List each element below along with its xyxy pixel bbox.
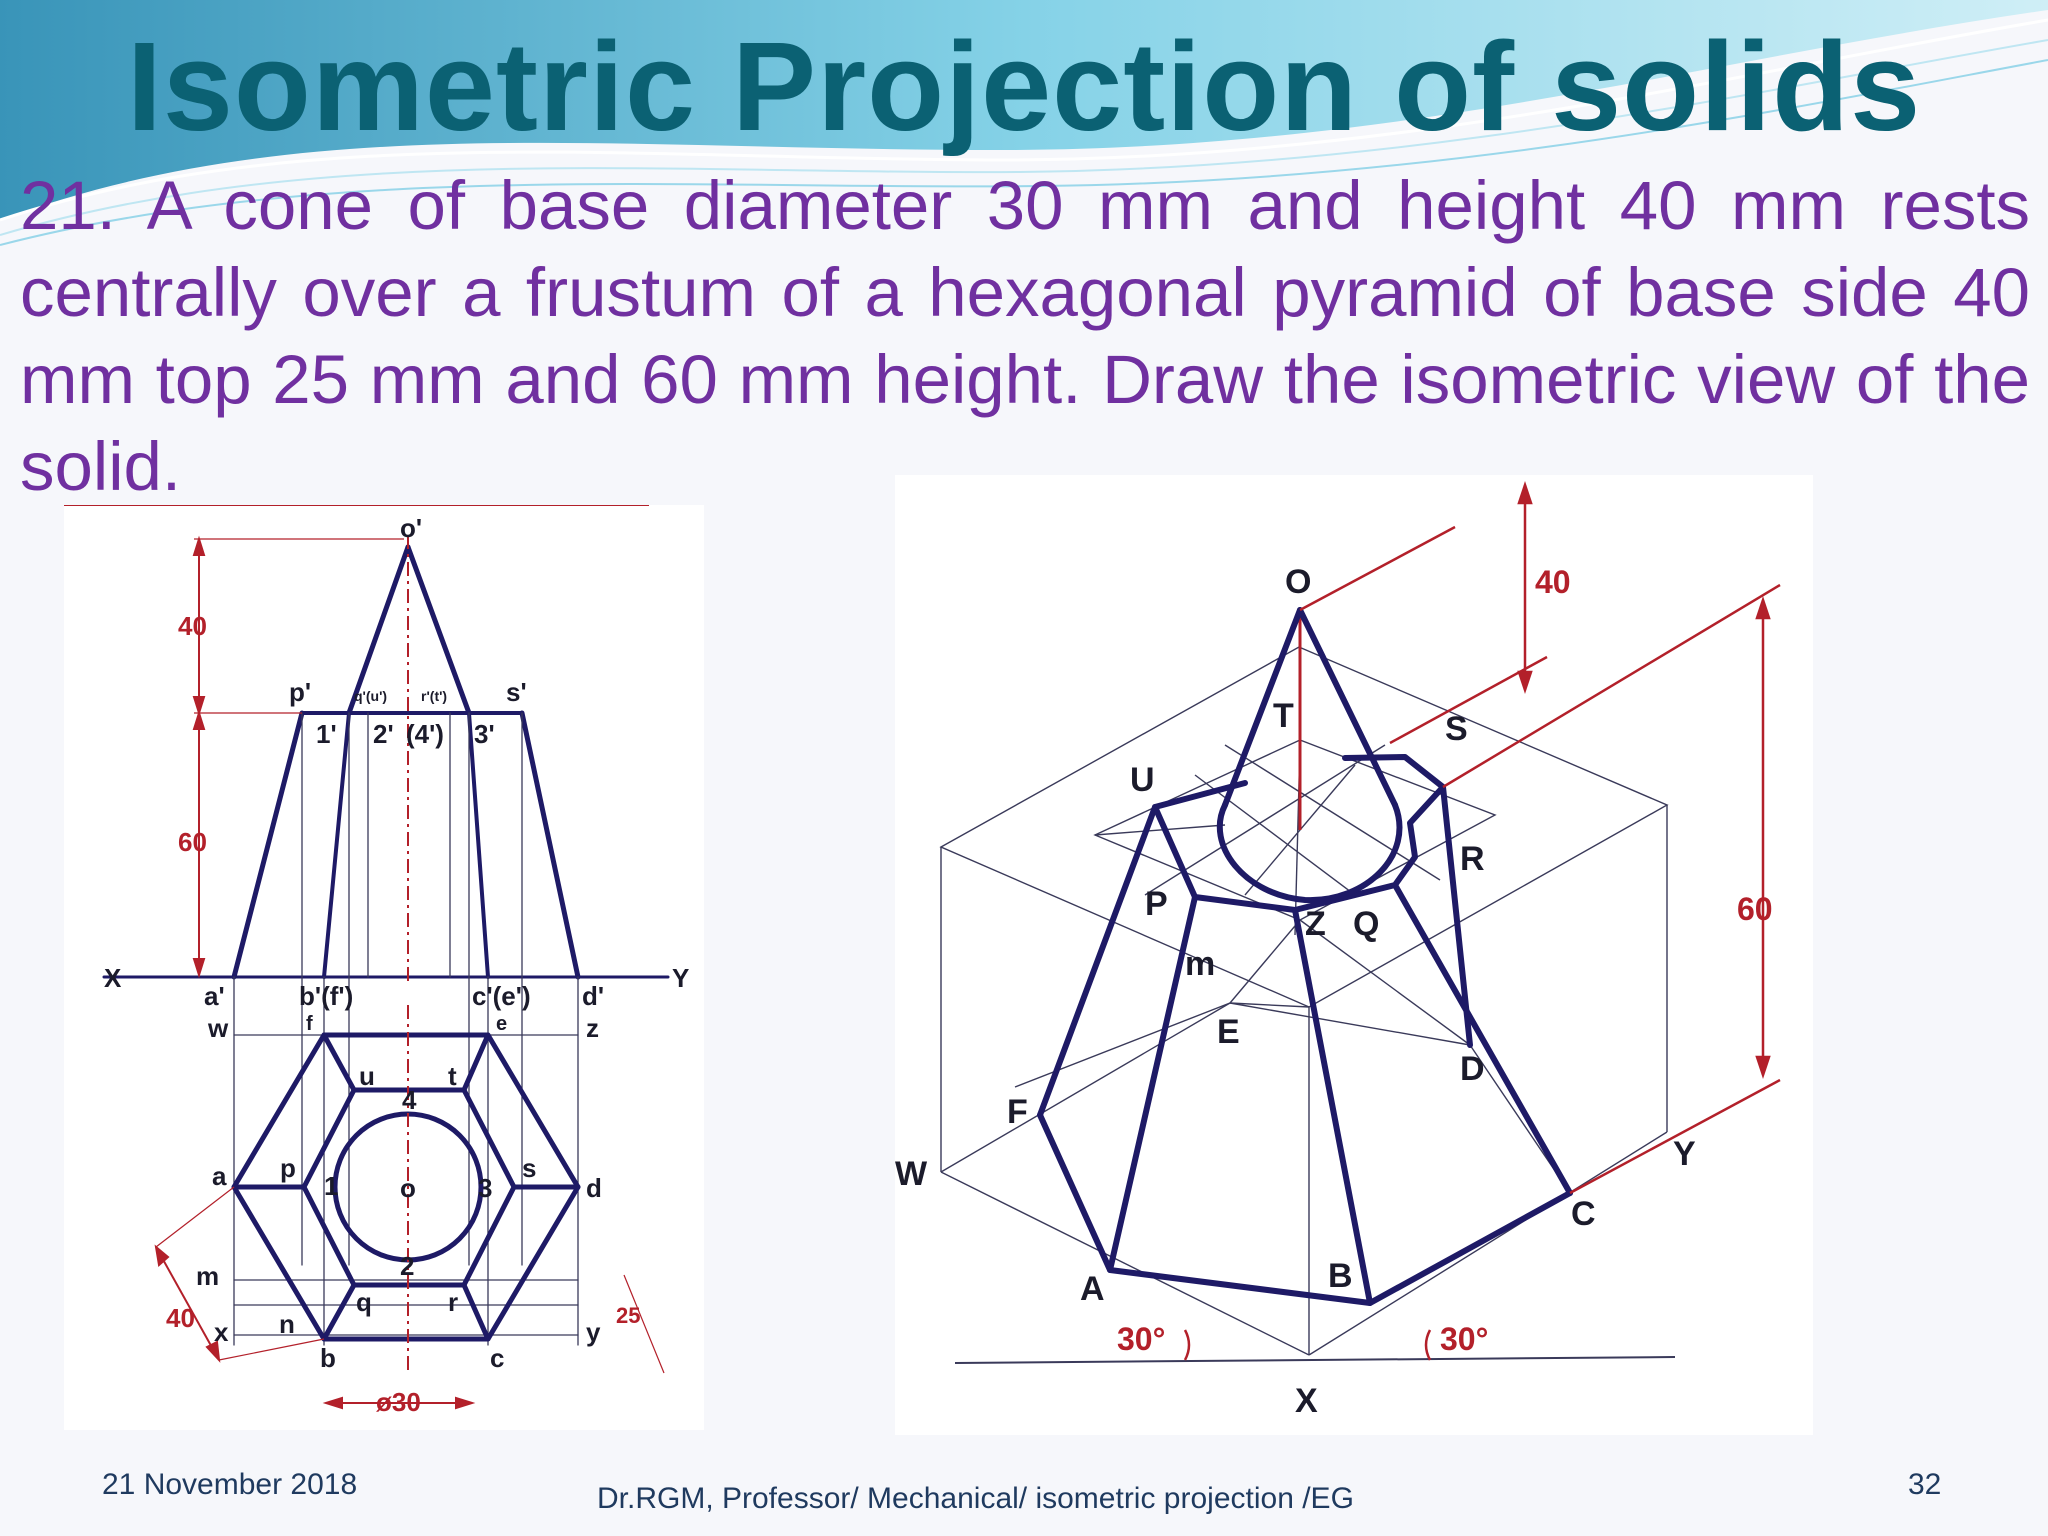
dim-frustum-height: 60 xyxy=(1737,891,1773,927)
label-m: m xyxy=(1185,945,1216,983)
label-rt-prime: r'(t') xyxy=(421,688,448,704)
label-q: q xyxy=(356,1287,372,1317)
label-o-prime: o' xyxy=(400,513,423,543)
label-Y: Y xyxy=(1673,1135,1696,1173)
label-U: U xyxy=(1130,761,1155,799)
label-E: E xyxy=(1217,1013,1240,1051)
angle-left: 30° xyxy=(1117,1321,1166,1357)
label-d-prime: d' xyxy=(582,981,605,1011)
label-s: s xyxy=(522,1153,537,1183)
label-Q: Q xyxy=(1353,905,1380,943)
label-2-prime: 2' xyxy=(373,719,394,749)
label-w: w xyxy=(208,1013,229,1043)
footer-page-number: 32 xyxy=(1908,1468,1942,1501)
label-x: x xyxy=(214,1317,229,1347)
label-z: z xyxy=(586,1013,599,1043)
label-1-prime: 1' xyxy=(316,719,337,749)
label-qu-prime: q'(u') xyxy=(354,688,388,704)
label-P: P xyxy=(1145,885,1168,923)
label-Z: Z xyxy=(1305,905,1326,943)
label-2: 2 xyxy=(400,1251,415,1281)
isometric-view-drawing xyxy=(895,475,1813,1435)
label-y: y xyxy=(586,1317,601,1347)
label-u: u xyxy=(359,1061,375,1091)
orthographic-view-figure xyxy=(64,505,704,1430)
label-W: W xyxy=(895,1155,928,1193)
label-F: F xyxy=(1007,1093,1028,1131)
label-bf-prime: b'(f') xyxy=(299,981,354,1011)
label-a-prime: a' xyxy=(204,981,225,1011)
label-O: O xyxy=(1285,563,1312,601)
label-1: 1 xyxy=(324,1171,339,1201)
isometric-view-figure xyxy=(895,475,1813,1435)
label-4-prime: (4') xyxy=(406,719,444,749)
label-S: S xyxy=(1445,710,1468,748)
label-X: X xyxy=(1295,1382,1318,1420)
angle-right: 30° xyxy=(1440,1321,1489,1357)
label-3: 3 xyxy=(478,1173,493,1203)
dim-cone-height: 40 xyxy=(1535,564,1571,600)
label-p: p xyxy=(280,1153,296,1183)
label-f: f xyxy=(306,1013,313,1035)
orthographic-view-drawing xyxy=(64,505,704,1430)
label-a: a xyxy=(212,1161,227,1191)
dim-base-side: 40 xyxy=(166,1303,195,1333)
dim-frustum-height: 60 xyxy=(178,827,207,857)
dim-cone-diameter: ø30 xyxy=(376,1387,421,1417)
problem-statement: 21. A cone of base diameter 30 mm and height 40 mm rests centrally over a frustum of a hexagonal pyramid of base side 40 mm top 25 mm and 60 mm height. Draw the isometric view of the solid. xyxy=(20,167,2030,505)
label-t: t xyxy=(448,1061,457,1091)
label-Y: Y xyxy=(672,963,690,993)
label-A: A xyxy=(1080,1270,1105,1308)
label-b: b xyxy=(320,1343,336,1373)
label-B: B xyxy=(1328,1257,1353,1295)
label-D: D xyxy=(1460,1050,1485,1088)
label-c: c xyxy=(490,1343,505,1373)
label-p-prime: p' xyxy=(289,677,312,707)
label-e: e xyxy=(496,1013,508,1035)
dim-top-side: 25 xyxy=(616,1303,641,1328)
label-3-prime: 3' xyxy=(474,719,495,749)
label-o: o xyxy=(400,1173,416,1203)
slide-title: Isometric Projection of solids xyxy=(126,16,1922,157)
label-r: r xyxy=(448,1287,459,1317)
footer-date: 21 November 2018 xyxy=(102,1468,358,1501)
dim-cone-height: 40 xyxy=(178,611,207,641)
label-4: 4 xyxy=(402,1085,417,1115)
label-R: R xyxy=(1460,840,1485,878)
label-T: T xyxy=(1273,697,1294,735)
label-d: d xyxy=(586,1173,602,1203)
footer-author: Dr.RGM, Professor/ Mechanical/ isometric projection /EG xyxy=(597,1482,1354,1515)
label-n: n xyxy=(279,1309,295,1339)
label-ce-prime: c'(e') xyxy=(472,981,531,1011)
label-C: C xyxy=(1571,1195,1596,1233)
label-X: X xyxy=(104,963,122,993)
label-s-prime: s' xyxy=(506,677,527,707)
label-m: m xyxy=(196,1261,220,1291)
